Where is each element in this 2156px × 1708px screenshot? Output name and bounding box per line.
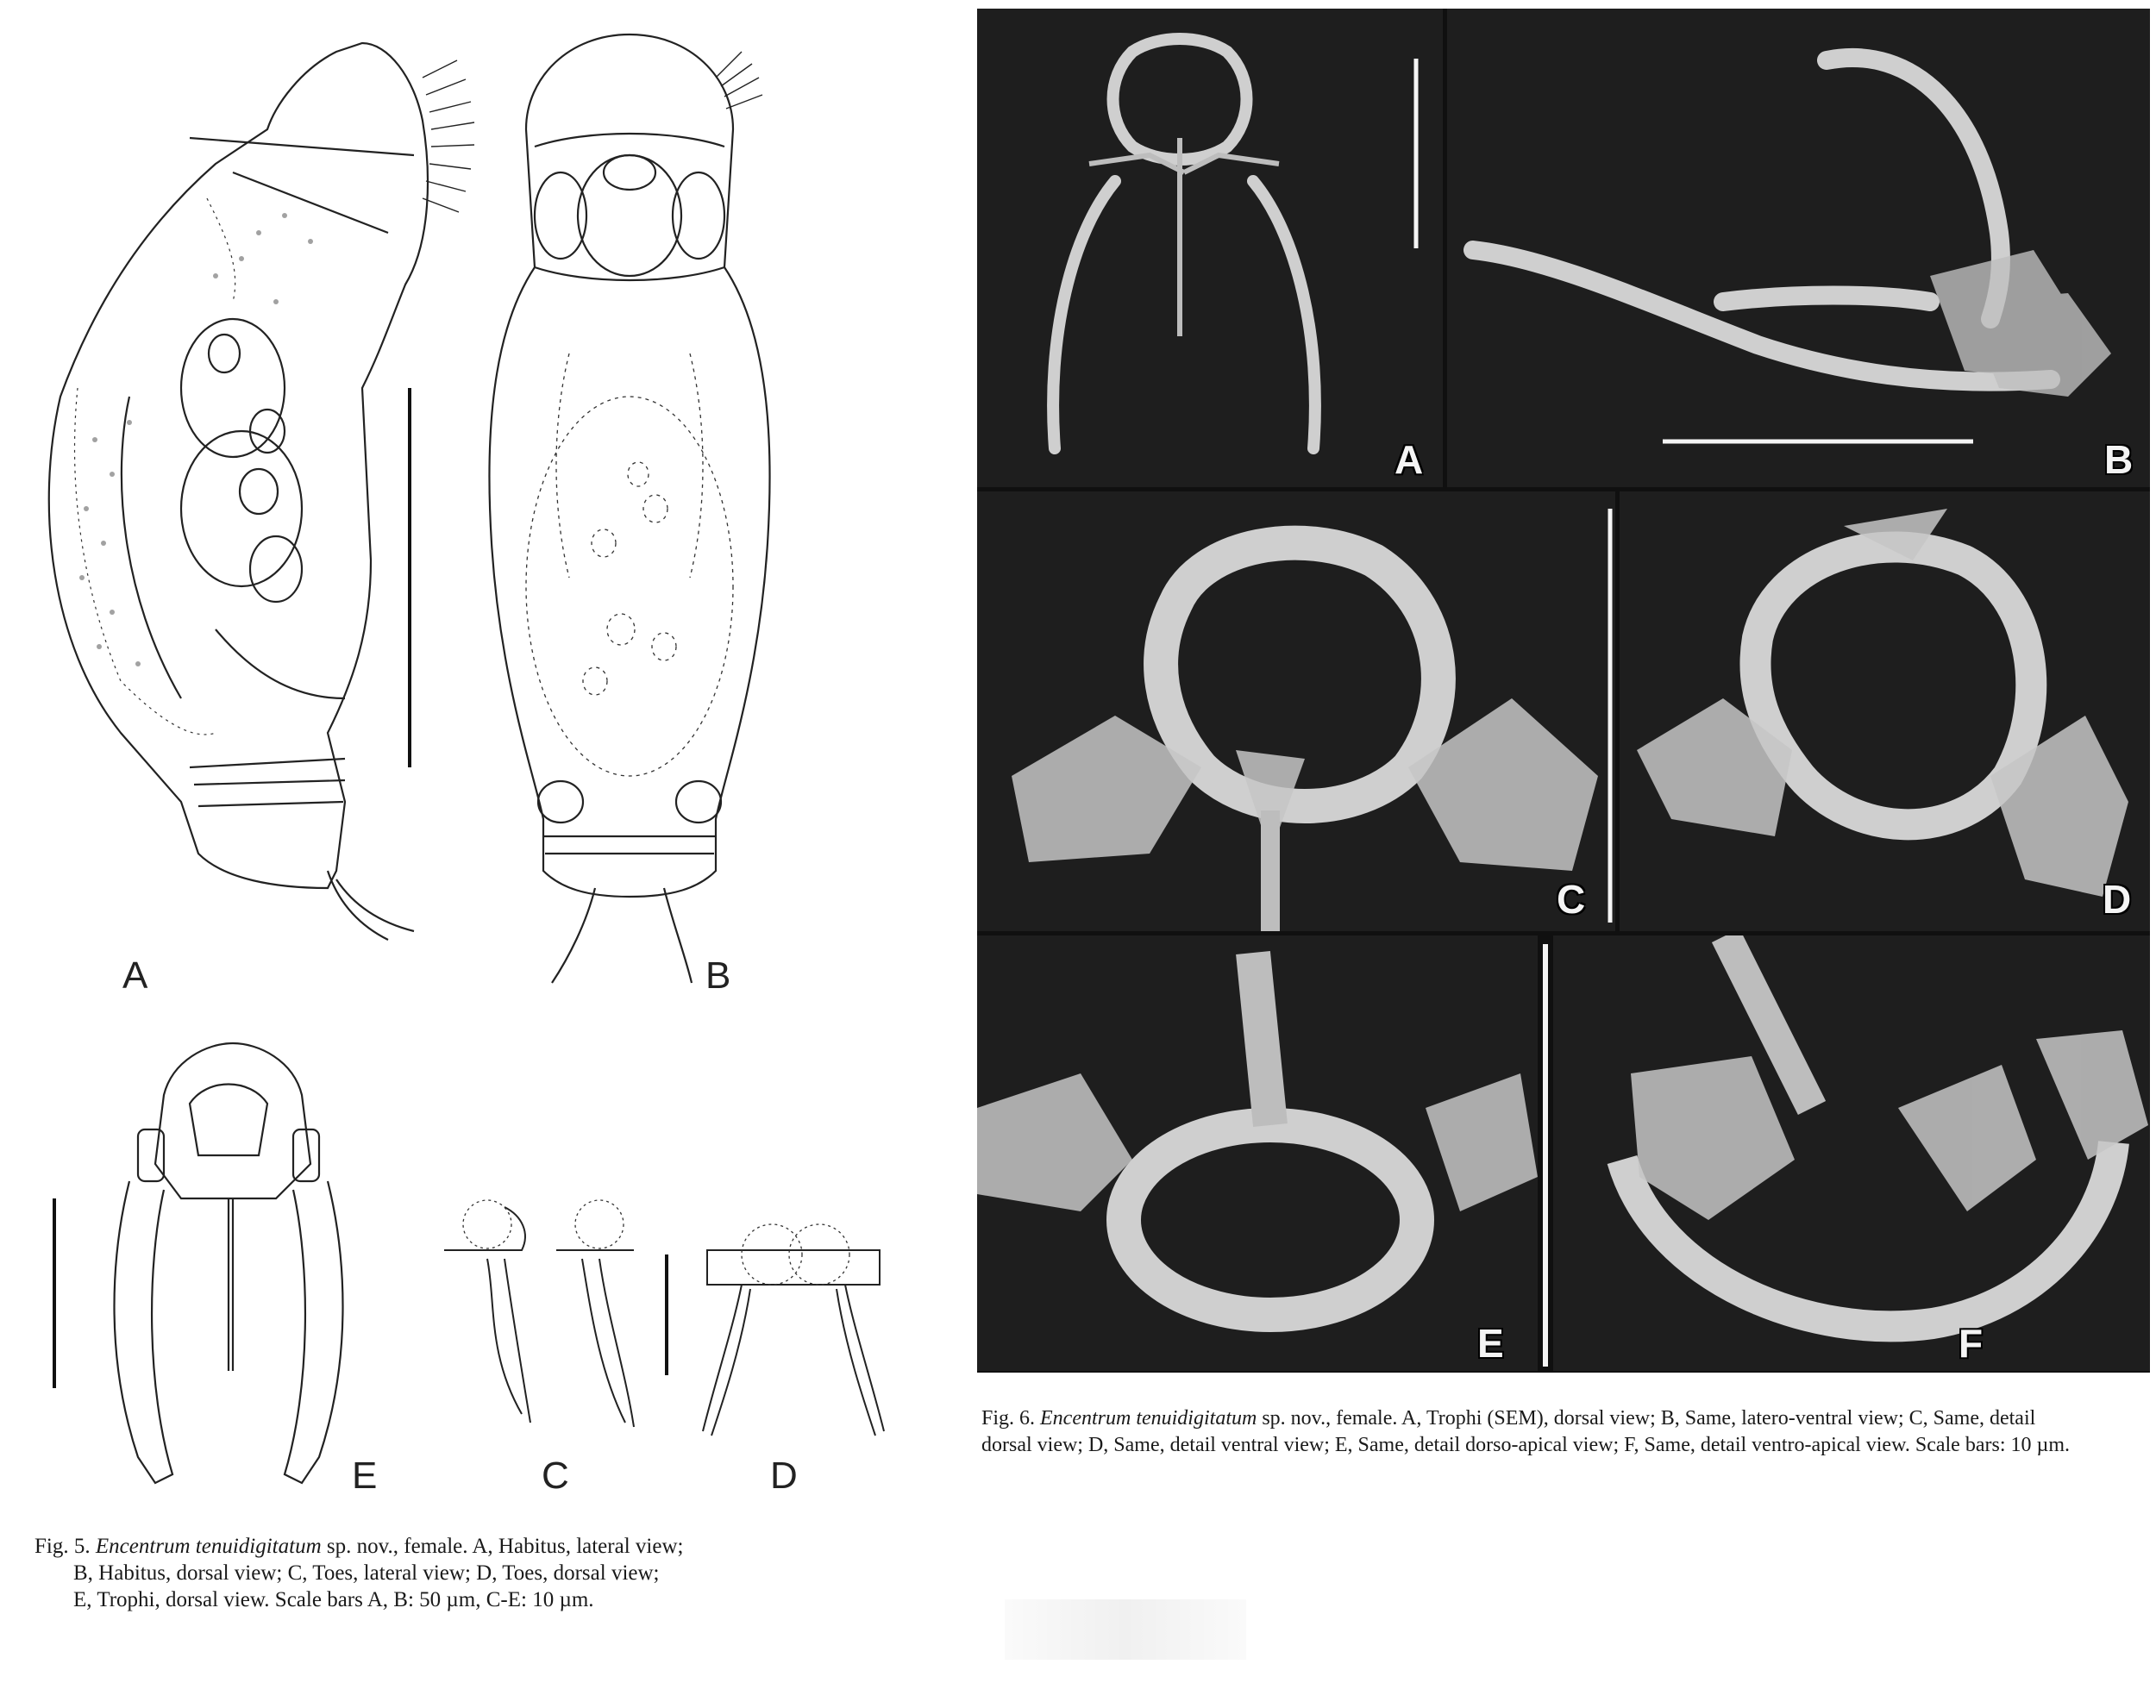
toes-lateral-drawing (436, 1181, 660, 1440)
scale-bar-toes (662, 1254, 671, 1375)
fig6-caption-label: Fig. 6. (981, 1407, 1036, 1430)
scale-bar-trophi (50, 1198, 59, 1388)
sem-scale-bar-EF (1542, 944, 1549, 1367)
sem-panel-A (977, 9, 1443, 487)
fig5-label-D: D (770, 1455, 798, 1497)
sem-trophi-detail-dorsal (977, 491, 1615, 931)
fig5-label-A: A (122, 954, 148, 997)
fig6-caption-line1: sp. nov., female. A, Trophi (SEM), dorsal view; B, Same, latero-ventral view; C, Same, detail (1262, 1407, 2036, 1430)
fig5-label-E: E (352, 1455, 378, 1497)
trophi-dorsal-drawing (78, 1026, 379, 1509)
fig6-label-C: C (1557, 877, 1586, 922)
sem-panel-F (1553, 935, 2150, 1371)
fig5-caption-label: Fig. 5. (34, 1535, 91, 1558)
sem-trophi-detail-dorso-apical (977, 935, 1538, 1371)
scale-bar-habitus (405, 388, 414, 767)
sem-scale-bar-A (1413, 59, 1420, 248)
sem-panel-E (977, 935, 1538, 1371)
fig6-caption-species: Encentrum tenuidigitatum (1040, 1407, 1257, 1430)
fig5-label-C: C (542, 1455, 569, 1497)
sem-trophi-dorsal (977, 9, 1443, 487)
fig5-caption-line3: E, Trophi, dorsal view. Scale bars A, B: 50 µm, C-E: 10 µm. (73, 1588, 594, 1611)
fig6-label-F: F (1959, 1321, 1984, 1366)
figure-6-caption (981, 1405, 2154, 1459)
fig6-label-E: E (1477, 1321, 1504, 1366)
fig5-caption-line2: B, Habitus, dorsal view; C, Toes, lateral view; D, Toes, dorsal view; (73, 1561, 660, 1585)
sem-panel-D (1620, 491, 2150, 931)
fig6-label-D: D (2103, 877, 2132, 922)
fig6-label-A: A (1395, 437, 1424, 482)
habitus-lateral-drawing (17, 26, 500, 957)
sem-panel-B (1447, 9, 2150, 487)
figure-5-caption (34, 1533, 897, 1613)
fig5-caption-species: Encentrum tenuidigitatum (95, 1535, 322, 1558)
habitus-dorsal-drawing (466, 26, 793, 992)
figure-6-sem-plate (977, 9, 2150, 1373)
sem-trophi-latero-ventral (1447, 9, 2150, 487)
fig6-caption-line2: dorsal view; D, Same, detail ventral view; E, Same, detail dorso-apical view; F, Same, detail ventro-apical view. Scale bars: 10 µm. (981, 1434, 2070, 1456)
fig5-caption-line1: sp. nov., female. A, Habitus, lateral view; (326, 1535, 684, 1558)
fig5-label-B: B (705, 954, 731, 997)
sem-scale-bar-B (1663, 438, 1973, 445)
sem-trophi-detail-ventral (1620, 491, 2150, 931)
fig6-label-B: B (2104, 437, 2134, 482)
toes-dorsal-drawing (690, 1173, 897, 1440)
sem-trophi-detail-ventro-apical (1553, 935, 2150, 1371)
scan-smudge (1005, 1599, 1246, 1660)
sem-scale-bar-C (1607, 509, 1614, 923)
sem-panel-C (977, 491, 1615, 931)
